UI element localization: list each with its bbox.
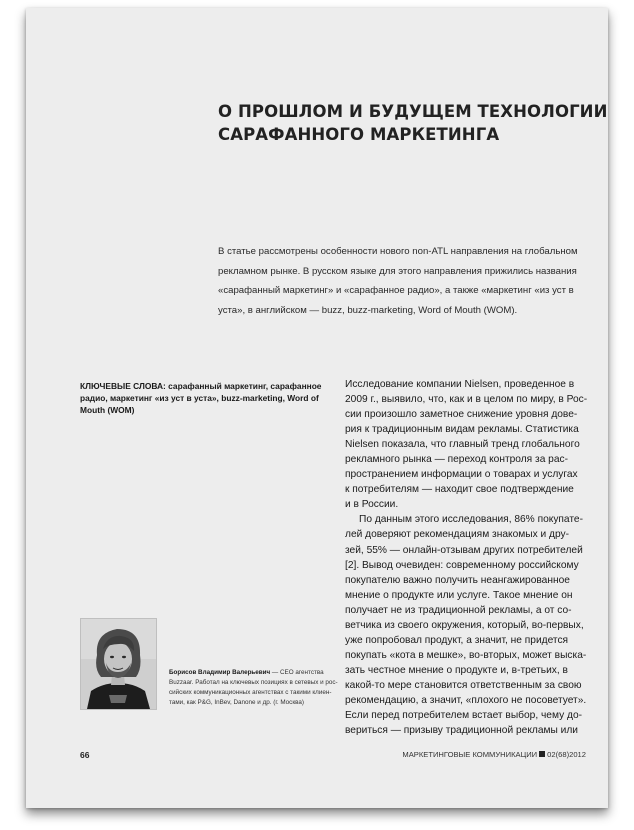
- keywords-line: радио, маркетинг «из уст в уста», buzz-marketing, Word of: [80, 393, 319, 403]
- issue-number: 02(68)2012: [547, 750, 586, 759]
- article-abstract: [218, 242, 584, 320]
- bio-first-line: [169, 668, 339, 678]
- title-line: САРАФАННОГО МАРКЕТИНГА: [218, 125, 500, 144]
- body-line: лей доверяют рекомендациям знакомых и дру-: [345, 529, 569, 541]
- body-line: По данным этого исследования, 86% покупате-: [359, 514, 583, 526]
- body-line: Если перед потребителем встает выбор, чему до-: [345, 710, 583, 722]
- body-line: получает не из традиционной рекламы, а от со-: [345, 604, 572, 616]
- body-line: покупателю важно получить неангажированное: [345, 574, 570, 586]
- body-line: вериться — призыву традиционной рекламы или: [345, 725, 578, 737]
- body-line: пространением информации о товарах и услугах: [345, 469, 578, 481]
- square-bullet-icon: [539, 751, 545, 757]
- bio-line: Buzzaar. Работал на ключевых позициях в сетевых и рос-: [169, 679, 338, 686]
- abstract-line: В статье рассмотрены особенности нового non-ATL направления на глобальном: [218, 246, 578, 257]
- page-number: 66: [80, 750, 90, 760]
- author-bio: [169, 668, 339, 708]
- article-body: [345, 377, 590, 738]
- article-title: [218, 100, 608, 146]
- abstract-line: уста», в английском — buzz, buzz-marketing, Word of Mouth (WOM).: [218, 304, 518, 316]
- keywords-line: Mouth (WOM): [80, 405, 135, 415]
- bio-role: — CEO агентства: [270, 669, 324, 676]
- body-line: мнение о продукте или услуге. Такое мнение он: [345, 589, 573, 601]
- body-line: зей, 55% — онлайн-отзывам других потребителей: [345, 544, 583, 556]
- author-portrait-image: [81, 619, 156, 709]
- journal-name: МАРКЕТИНГОВЫЕ КОММУНИКАЦИИ: [402, 750, 538, 759]
- journal-footer: [402, 750, 586, 759]
- body-line: рекламного рынка — переход контроля за рас-: [345, 454, 569, 466]
- title-line: О ПРОШЛОМ И БУДУЩЕМ ТЕХНОЛОГИИ: [218, 102, 608, 121]
- body-line: к потребителям — находит свое подтверждение: [345, 484, 574, 496]
- body-line: 2009 г., выявило, что, как и в целом по миру, в Рос-: [345, 394, 588, 406]
- keywords-block: [80, 380, 330, 416]
- body-line: Nielsen показала, что главный тренд глобального: [345, 439, 580, 451]
- keywords-line: КЛЮЧЕВЫЕ СЛОВА: сарафанный маркетинг, сарафанное: [80, 381, 322, 391]
- abstract-line: рекламном рынке. В русском языке для этого направления прижились названия: [218, 265, 577, 277]
- body-line: какой-то мере становится ответственным за свою: [345, 679, 582, 691]
- body-line: сии произошло заметное снижение уровня дове-: [345, 409, 578, 421]
- journal-page: [26, 8, 608, 808]
- bio-line: тами, как P&G, InBev, Danone и др. (г. Москва): [169, 699, 304, 706]
- author-photo: [80, 618, 157, 710]
- body-line: зать честное мнение о продукте и, в-третьих, в: [345, 664, 568, 676]
- body-line: рия к традиционным видам рекламы. Статистика: [345, 424, 579, 436]
- bio-line: сийских коммуникационных агентствах с такими клиен-: [169, 689, 332, 696]
- body-line: и в России.: [345, 499, 399, 511]
- abstract-line: «сарафанный маркетинг» и «сарафанное радио», а также «маркетинг «из уст в: [218, 285, 574, 296]
- body-line: [2]. Вывод очевиден: современному российскому: [345, 559, 579, 571]
- body-line: уже попробовал продукт, а значит, не придется: [345, 634, 569, 646]
- body-line: Исследование компании Nielsen, проведенное в: [345, 379, 575, 390]
- body-line: рекомендацию, а значит, «плохого не посоветует».: [345, 694, 587, 706]
- body-line: покупать «кота в мешке», во-вторых, может выска-: [345, 649, 587, 661]
- body-line: ветчика из своего окружения, который, во-первых,: [345, 619, 584, 631]
- author-name: Борисов Владимир Валерьевич: [169, 669, 271, 676]
